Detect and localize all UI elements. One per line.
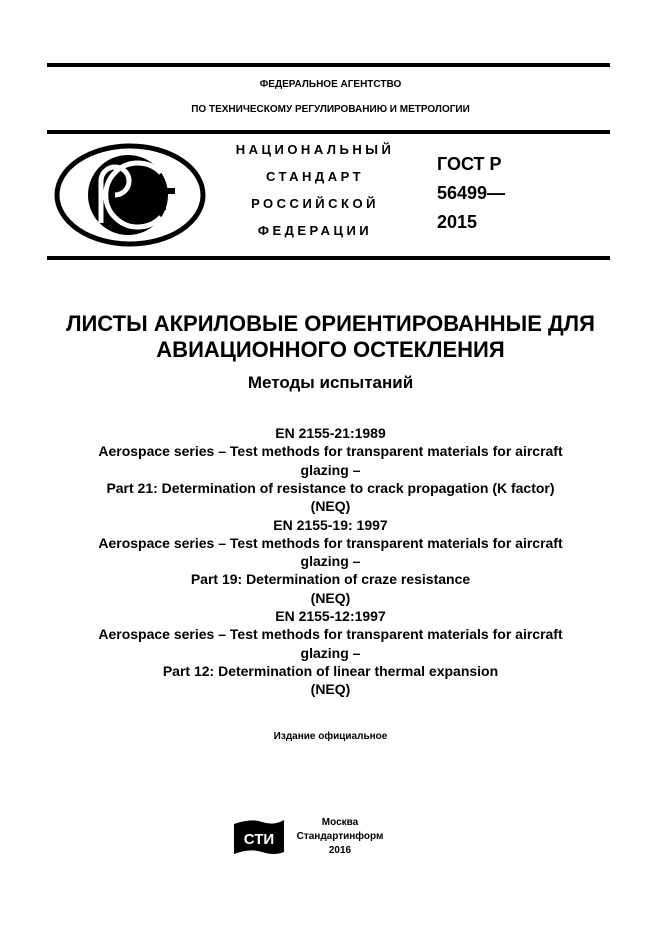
national-line: ФЕДЕРАЦИИ bbox=[257, 223, 373, 238]
subtitle: Методы испытаний bbox=[247, 373, 414, 392]
reference-line: glazing – bbox=[300, 553, 361, 570]
national-line: СТАНДАРТ bbox=[265, 169, 365, 184]
publisher-city: Москва bbox=[321, 817, 359, 828]
reference-line: (NEQ) bbox=[310, 498, 351, 515]
national-line: НАЦИОНАЛЬНЫЙ bbox=[235, 142, 395, 157]
title-line-2: АВИАЦИОННОГО ОСТЕКЛЕНИЯ bbox=[156, 337, 505, 362]
middle-rule bbox=[47, 130, 610, 134]
reference-line: Part 12: Determination of linear thermal expansion bbox=[162, 662, 499, 679]
agency-line-1: ФЕДЕРАЛЬНОЕ АГЕНТСТВО bbox=[259, 79, 402, 90]
publisher-name: Стандартинформ bbox=[296, 831, 384, 842]
publisher-year: 2016 bbox=[328, 845, 352, 856]
rst-logo bbox=[53, 143, 207, 247]
publisher-block bbox=[285, 816, 395, 858]
reference-line: Aerospace series – Test methods for transparent materials for aircraft bbox=[98, 534, 563, 551]
national-line: РОССИЙСКОЙ bbox=[251, 196, 379, 211]
bottom-rule bbox=[47, 256, 610, 260]
title-line-1: ЛИСТЫ АКРИЛОВЫЕ ОРИЕНТИРОВАННЫЕ ДЛЯ bbox=[66, 311, 595, 336]
gost-label: ГОСТ Р bbox=[437, 154, 502, 174]
reference-line: Part 19: Determination of craze resistance bbox=[190, 571, 471, 588]
reference-line: Aerospace series – Test methods for transparent materials for aircraft bbox=[98, 443, 563, 460]
agency-line-2: ПО ТЕХНИЧЕСКОМУ РЕГУЛИРОВАНИЮ И МЕТРОЛОГИИ bbox=[191, 104, 470, 115]
reference-line: (NEQ) bbox=[310, 681, 351, 698]
reference-line: Part 21: Determination of resistance to crack propagation (K factor) bbox=[106, 479, 555, 496]
reference-line: EN 2155-21:1989 bbox=[275, 425, 386, 441]
reference-line: glazing – bbox=[300, 644, 361, 661]
reference-line: (NEQ) bbox=[310, 589, 351, 606]
gost-year: 2015 bbox=[437, 212, 478, 232]
svg-text:СТИ: СТИ bbox=[243, 831, 275, 848]
reference-line: EN 2155-19: 1997 bbox=[273, 516, 388, 533]
gost-number: 56499— bbox=[437, 183, 506, 203]
reference-line: glazing – bbox=[300, 461, 361, 478]
edition-label: Издание официальное bbox=[273, 731, 388, 742]
standartinform-logo bbox=[232, 816, 288, 858]
top-rule bbox=[47, 63, 610, 67]
reference-line: Aerospace series – Test methods for transparent materials for aircraft bbox=[98, 626, 563, 643]
reference-line: EN 2155-12:1997 bbox=[275, 608, 386, 624]
